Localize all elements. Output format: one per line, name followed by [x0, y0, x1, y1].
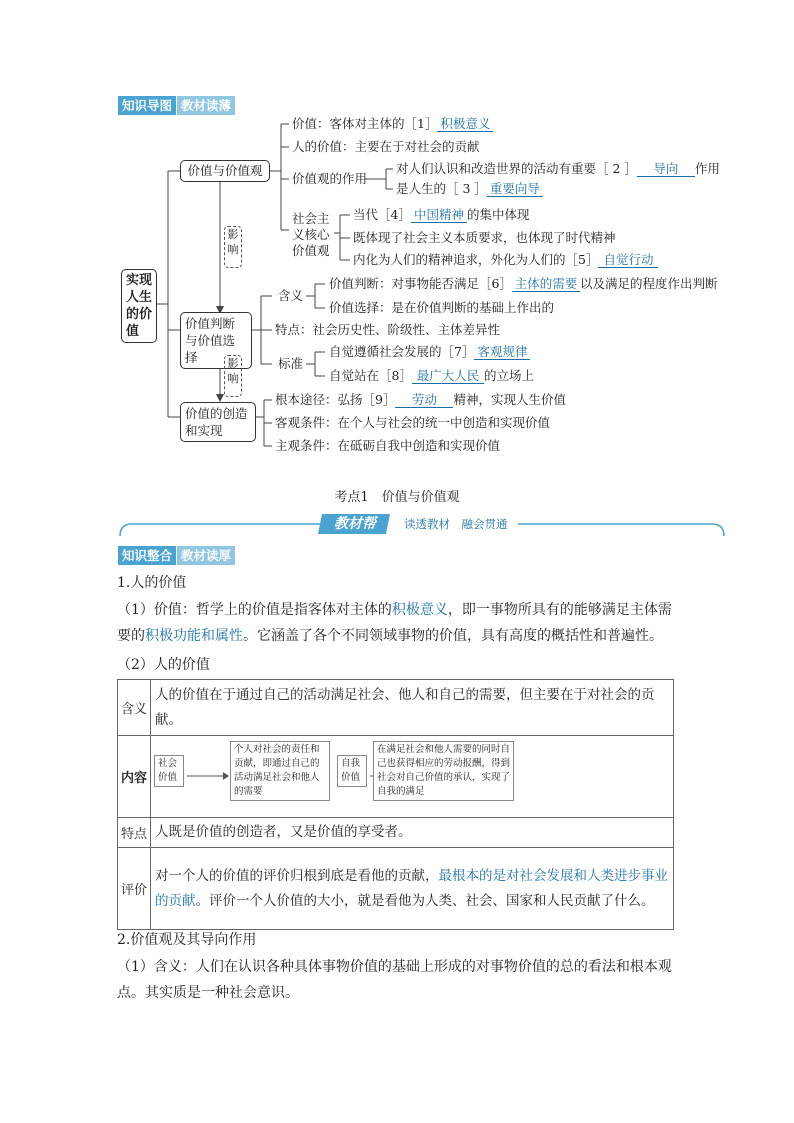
row-label-meaning: 含义	[118, 680, 151, 736]
integrate-tag-part2: 教材读厚	[177, 546, 235, 565]
subjective-condition: 主观条件：在砥砺自我中创造和实现价值	[275, 438, 501, 453]
answer-9: 劳动	[395, 393, 453, 408]
objective-condition: 客观条件：在个人与社会的统一中创造和实现价值	[275, 415, 551, 430]
highlight-2: 积极功能和属性	[145, 628, 243, 644]
root-label: 实现人生的价值	[126, 273, 153, 339]
node-create-realize-label: 价值的创造和实现	[185, 406, 248, 438]
mindmap-tag-part2: 教材读薄	[177, 96, 235, 115]
standard-b: 自觉站在［8］ 最广大人民 的立场上	[329, 368, 534, 383]
node-create-realize	[180, 402, 256, 442]
core-values-label: 社会主义核心价值观	[292, 211, 330, 258]
heading-2: （2）人的价值	[117, 657, 210, 673]
standard-a: 自觉遵循社会发展的［7］ 客观规律	[329, 344, 530, 360]
root-node	[121, 269, 157, 343]
banner-slogan: 读透教材 融会贯通	[404, 517, 508, 531]
judgment: 价值判断：对事物能否满足［6］ 主体的需要 以及满足的程度作出判断	[329, 276, 718, 291]
mindmap-tag-part1: 知识导图	[118, 96, 176, 115]
table-row	[118, 680, 674, 736]
role-a: 对人们认识和改造世界的活动有重要［ 2 ］ 导向 作用	[396, 161, 720, 176]
answer-2: 导向	[637, 162, 695, 177]
flow1-arrow	[187, 771, 229, 781]
features: 特点：社会历史性、阶级性、主体差异性	[275, 322, 501, 337]
paragraph-3: （1）含义：人们在认识各种具体事物价值的基础上形成的对事物价值的总的看法和根本观点。其实质是一种社会意识。	[117, 959, 672, 1001]
answer-3: 重要向导	[487, 182, 543, 197]
row-text-evaluate: 对一个人的价值的评价归根到底是看他的贡献，最根本的是对社会发展和人类进步事业的贡献。评价一个人价值的大小，就是看他为人类、社会、国家和人民贡献了什么。	[151, 848, 674, 930]
row-content-flows	[151, 736, 674, 818]
table-row	[118, 818, 674, 848]
row-label-content: 内容	[118, 736, 151, 818]
value-definition: 价值：客体对主体的［1］ 积极意义	[292, 116, 493, 132]
flow2-body: 在满足社会和他人需要的同时自己也获得相应的劳动报酬，得到社会对自己价值的承认，实现了自我的满足	[373, 741, 514, 801]
root-path: 根本途径：弘扬［9］ 劳动 精神，实现人生价值	[275, 392, 566, 407]
node-value-and-outlook-label: 价值与价值观	[187, 163, 263, 178]
answer-8: 最广大人民	[412, 369, 484, 384]
influence-label-1: 影响	[224, 226, 242, 268]
node-value-and-outlook	[180, 160, 270, 182]
answer-5: 自觉行动	[598, 253, 658, 268]
answer-7: 客观规律	[474, 345, 530, 360]
row-text-meaning: 人的价值在于通过自己的活动满足社会、他人和自己的需要，但主要在于对社会的贡献。	[151, 680, 674, 736]
person-value: 人的价值：主要在于对社会的贡献	[292, 139, 480, 154]
table-row	[118, 736, 674, 818]
meaning-label: 含义	[278, 288, 304, 303]
row-label-evaluate: 评价	[118, 848, 151, 930]
table-row	[118, 848, 674, 930]
row-text-feature: 人既是价值的创造者，又是价值的享受者。	[151, 818, 674, 848]
core-a: 当代［4］ 中国精神 的集中体现	[353, 207, 530, 222]
integrate-tag-part1: 知识整合	[118, 546, 176, 565]
flow1-head: 社会价值	[154, 755, 184, 787]
core-c: 内化为人们的精神追求，外化为人们的［5］ 自觉行动	[353, 252, 658, 268]
influence-label-2: 影响	[224, 355, 242, 397]
choice: 价值选择：是在价值判断的基础上作出的	[329, 300, 555, 315]
answer-1: 积极意义	[437, 117, 493, 132]
core-b: 既体现了社会主义本质要求，也体现了时代精神	[353, 230, 616, 245]
role-b: 是人生的［ 3 ］ 重要向导	[396, 181, 543, 197]
banner-badge: 教材帮	[334, 516, 376, 532]
node-judgment-choice-label: 价值判断与价值选择	[185, 316, 236, 365]
person-value-table	[117, 679, 674, 930]
flow1-body: 个人对社会的责任和贡献，即通过自己的活动满足社会和他人的需要	[230, 741, 330, 801]
row-label-feature: 特点	[118, 818, 151, 848]
paragraph-1: （1）价值：哲学上的价值是指客体对主体的积极意义，即一事物所具有的能够满足主体需要的积极功能和属性。它涵盖了各个不同领域事物的价值，具有高度的概括性和普遍性。	[117, 602, 672, 644]
highlight-1: 积极意义	[391, 602, 448, 618]
heading-1: 1.人的价值	[117, 575, 187, 591]
integrate-tag	[118, 546, 235, 565]
standard-label: 标准	[278, 356, 304, 371]
answer-4: 中国精神	[411, 208, 467, 223]
highlight-3: 最根本的是对社会发展和人类进步事业的贡献	[155, 867, 668, 909]
heading-3: 2.价值观及其导向作用	[117, 932, 257, 948]
flow2-head: 自我价值	[337, 755, 367, 787]
section-title: 考点1 价值与价值观	[334, 490, 460, 505]
role-label: 价值观的作用	[292, 171, 368, 186]
answer-6: 主体的需要	[512, 277, 580, 292]
